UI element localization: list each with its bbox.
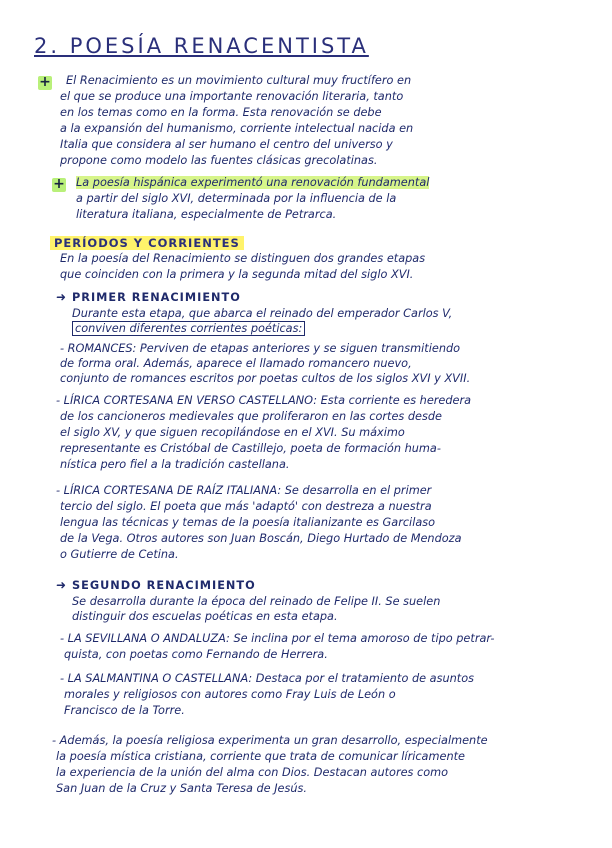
plus-bullet: + bbox=[39, 74, 51, 90]
highlight-poesia-hispanica: La poesía hispánica experimentó una renovación fundamental bbox=[76, 176, 430, 189]
subheading-segundo-renacimiento: SEGUNDO RENACIMIENTO bbox=[72, 579, 256, 592]
sevillana-line: quista, con poetas como Fernando de Herrera. bbox=[64, 648, 328, 661]
second-line: Se desarrolla durante la época del reinado de Felipe II. Se suelen bbox=[72, 595, 441, 608]
cortesana-line: nística pero fiel a la tradición castellana. bbox=[60, 458, 290, 471]
periods-line: que coinciden con la primera y la segunda mitad del siglo XVI. bbox=[60, 268, 414, 281]
intro-line: Italia que considera al ser humano el centro del universo y bbox=[60, 138, 393, 151]
cortesana-line: el siglo XV, y que siguen recopilándose en el XVI. Su máximo bbox=[60, 426, 405, 439]
romances-line: - ROMANCES: Perviven de etapas anteriores y se siguen transmitiendo bbox=[60, 342, 461, 355]
italiana-line: tercio del siglo. El poeta que más 'adaptó' con destreza a nuestra bbox=[60, 500, 432, 513]
first-line: Durante esta etapa, que abarca el reinado del emperador Carlos V, bbox=[72, 307, 453, 320]
italiana-line: lengua las técnicas y temas de la poesía italianizante es Garcilaso bbox=[60, 516, 436, 529]
closing-line: San Juan de la Cruz y Santa Teresa de Jesús. bbox=[56, 782, 308, 795]
intro-line: el que se produce una importante renovación literaria, tanto bbox=[60, 90, 404, 103]
salmantina-line: morales y religiosos con autores como Fray Luis de León o bbox=[64, 688, 396, 701]
cortesana-line: representante es Cristóbal de Castillejo, poeta de formación huma- bbox=[60, 442, 441, 455]
arrow-icon: ➜ bbox=[56, 290, 67, 304]
page-title: 2. POESÍA RENACENTISTA bbox=[34, 34, 369, 58]
subheading-primer-renacimiento: PRIMER RENACIMIENTO bbox=[72, 291, 241, 304]
boxed-corrientes: conviven diferentes corrientes poéticas: bbox=[72, 321, 305, 336]
intro-line: propone como modelo las fuentes clásicas grecolatinas. bbox=[60, 154, 378, 167]
intro-line: a partir del siglo XVI, determinada por la influencia de la bbox=[76, 192, 397, 205]
italiana-line: - LÍRICA CORTESANA DE RAÍZ ITALIANA: Se desarrolla en el primer bbox=[56, 484, 432, 497]
intro-line: en los temas como en la forma. Esta renovación se debe bbox=[60, 106, 382, 119]
second-line: distinguir dos escuelas poéticas en esta etapa. bbox=[72, 610, 338, 623]
closing-line: la experiencia de la unión del alma con Dios. Destacan autores como bbox=[56, 766, 449, 779]
sevillana-line: - LA SEVILLANA O ANDALUZA: Se inclina por el tema amoroso de tipo petrar- bbox=[60, 632, 495, 645]
arrow-icon: ➜ bbox=[56, 578, 67, 592]
intro-line bbox=[76, 176, 429, 190]
salmantina-line: Francisco de la Torre. bbox=[64, 704, 185, 717]
cortesana-line: de los cancioneros medievales que proliferaron en las cortes desde bbox=[60, 410, 442, 423]
section-heading-periodos: PERÍODOS Y CORRIENTES bbox=[50, 236, 244, 250]
intro-line: literatura italiana, especialmente de Petrarca. bbox=[76, 208, 337, 221]
italiana-line: de la Vega. Otros autores son Juan Boscán, Diego Hurtado de Mendoza bbox=[60, 532, 462, 545]
intro-line: El Renacimiento es un movimiento cultural muy fructífero en bbox=[66, 74, 412, 87]
first-line bbox=[72, 322, 305, 336]
romances-line: conjunto de romances escritos por poetas cultos de los siglos XVI y XVII. bbox=[60, 372, 471, 385]
italiana-line: o Gutierre de Cetina. bbox=[60, 548, 179, 561]
romances-line: de forma oral. Además, aparece el llamado romancero nuevo, bbox=[60, 357, 412, 370]
cortesana-line: - LÍRICA CORTESANA EN VERSO CASTELLANO: Esta corriente es heredera bbox=[56, 394, 472, 407]
salmantina-line: - LA SALMANTINA O CASTELLANA: Destaca por el tratamiento de asuntos bbox=[60, 672, 475, 685]
periods-line: En la poesía del Renacimiento se distinguen dos grandes etapas bbox=[60, 252, 426, 265]
closing-line: la poesía mística cristiana, corriente que trata de comunicar líricamente bbox=[56, 750, 465, 763]
intro-line: a la expansión del humanismo, corriente intelectual nacida en bbox=[60, 122, 414, 135]
plus-bullet: + bbox=[53, 176, 65, 192]
closing-line: - Además, la poesía religiosa experimenta un gran desarrollo, especialmente bbox=[52, 734, 488, 747]
